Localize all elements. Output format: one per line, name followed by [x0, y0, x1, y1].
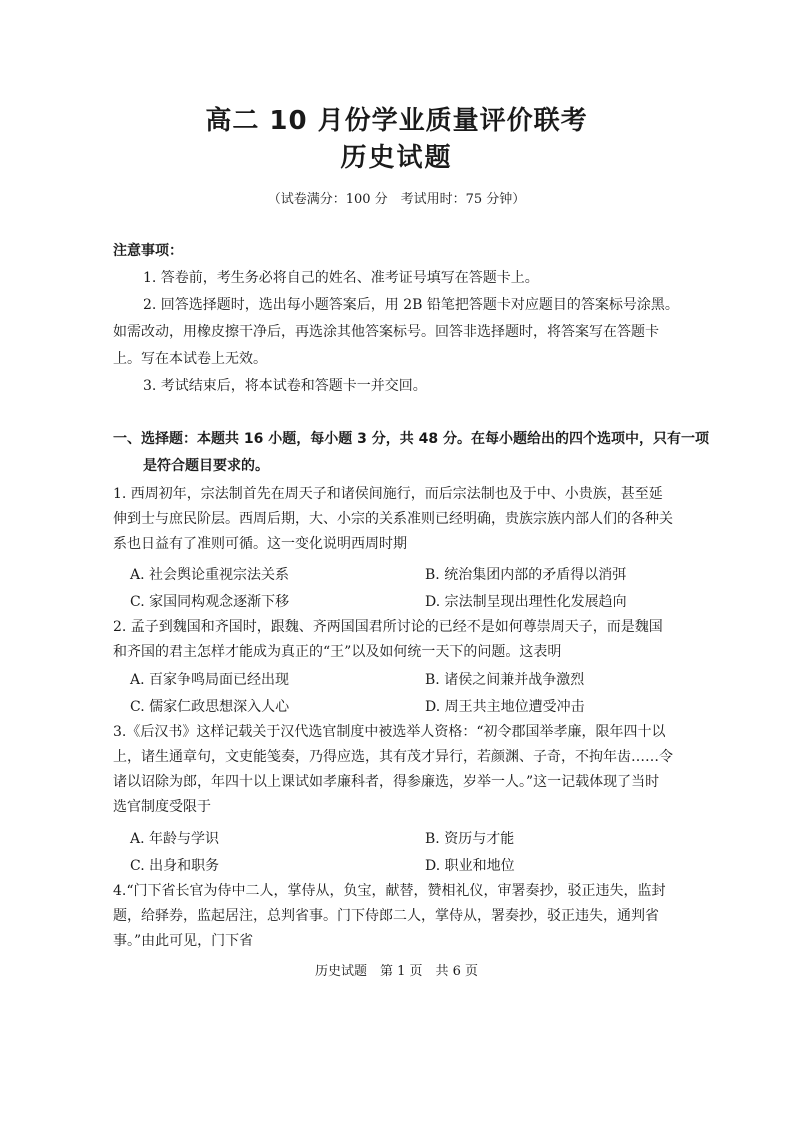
- question-3-option-a: A. 年龄与学识: [130, 831, 220, 847]
- question-3-option-d: D. 职业和地位: [425, 858, 515, 874]
- question-2-option-d: D. 周王共主地位遭受冲击: [425, 699, 585, 715]
- section-heading-cont: 是符合题目要求的。: [143, 458, 269, 474]
- notice-item-2: 2. 回答选择题时，选出每小题答案后，用 2B 铅笔把答题卡对应题目的答案标号涂黑。: [143, 297, 679, 313]
- question-1-option-d: D. 宗法制呈现出理性化发展趋向: [425, 594, 627, 610]
- question-2-option-a: A. 百家争鸣局面已经出现: [130, 672, 290, 688]
- notice-item-2-end: 上。写在本试卷上无效。: [113, 351, 267, 367]
- notice-item-2-cont: 如需改动，用橡皮擦干净后，再选涂其他答案标号。回答非选择题时，将答案写在答题卡: [113, 324, 659, 340]
- question-2-stem: 2. 孟子到魏国和齐国时，跟魏、齐两国国君所讨论的已经不是如何尊崇周天子，而是魏国和齐国的君主怎样才能成为真正的“王”以及如何统一天下的问题。这表明: [113, 619, 663, 660]
- question-3-option-b: B. 资历与才能: [425, 831, 515, 847]
- exam-meta: （试卷满分：100 分 考试用时：75 分钟）: [267, 192, 526, 207]
- exam-title: 高二 10 月份学业质量评价联考: [205, 106, 588, 136]
- notice-item-1: 1. 答卷前，考生务必将自己的姓名、准考证号填写在答题卡上。: [143, 270, 539, 286]
- question-1-option-c: C. 家国同构观念逐渐下移: [130, 594, 290, 610]
- question-3-option-c: C. 出身和职务: [130, 858, 220, 874]
- exam-subject: 历史试题: [340, 143, 453, 173]
- question-2-option-c: C. 儒家仁政思想深入人心: [130, 699, 290, 715]
- question-2-option-b: B. 诸侯之间兼并战争激烈: [425, 672, 585, 688]
- question-1-option-a: A. 社会舆论重视宗法关系: [130, 567, 290, 583]
- notice-item-3: 3. 考试结束后，将本试卷和答题卡一并交回。: [143, 378, 427, 394]
- section-heading: 一、选择题：本题共 16 小题，每小题 3 分，共 48 分。在每小题给出的四个选项中，只有一项: [113, 431, 709, 447]
- page-footer: 历史试题 第 1 页 共 6 页: [314, 964, 479, 979]
- question-1-stem: 1. 西周初年，宗法制首先在周天子和诸侯间施行，而后宗法制也及于中、小贵族，甚至延伸到士与庶民阶层。西周后期，大、小宗的关系准则已经明确，贵族宗族内部人们的各种关系也日益有了准则可循。这一变化说明西周时期: [113, 486, 673, 552]
- question-1-option-b: B. 统治集团内部的矛盾得以消弭: [425, 567, 627, 583]
- notice-heading: 注意事项：: [113, 243, 183, 259]
- question-4-stem: 4.“门下省长官为侍中二人，掌侍从，负宝，献替，赞相礼仪，审署奏抄，驳正违失，监封题，给驿券，监起居注，总判省事。门下侍郎二人，掌侍从，署奏抄，驳正违失，通判省事。”由此可见，门下省: [113, 883, 666, 949]
- question-3-stem: 3.《后汉书》这样记载关于汉代选官制度中被选举人资格：“初令郡国举孝廉，限年四十以上，诸生通章句，文吏能笺奏，乃得应选，其有茂才异行，若颜渊、子奇，不拘年齿……令诸以诏除为郎，年四十以上课试如孝廉科者，得参廉选，岁举一人。”这一记载体现了当时选官制度受限于: [113, 724, 673, 815]
